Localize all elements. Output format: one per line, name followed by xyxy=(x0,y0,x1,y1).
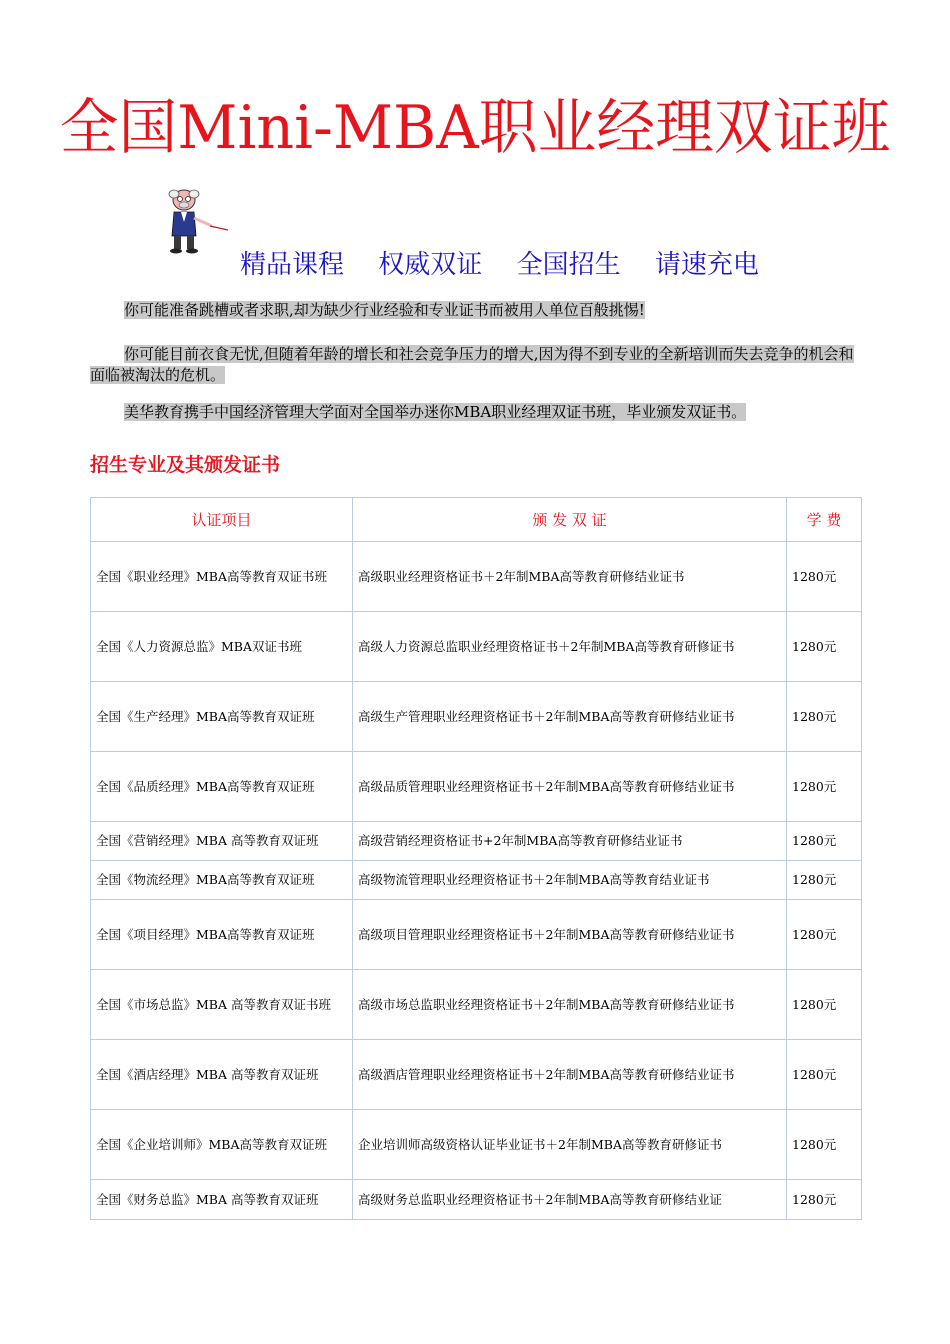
header-program: 认证项目 xyxy=(91,498,353,542)
section-title: 招生专业及其颁发证书 xyxy=(90,454,281,476)
table-row xyxy=(91,900,862,970)
fee-cell: 1280元 xyxy=(787,682,862,752)
program-cell: 全国《企业培训师》MBA高等教育双证班 xyxy=(91,1110,353,1180)
slogan-4: 请速充电 xyxy=(654,250,759,280)
certs-cell: 高级物流管理职业经理资格证书＋2年制MBA高等教育结业证书 xyxy=(353,861,787,900)
table-row xyxy=(91,861,862,900)
page-title: 全国Mini-MBA职业经理双证班 xyxy=(59,93,891,163)
table-header-row xyxy=(91,498,862,542)
fee-cell: 1280元 xyxy=(787,1180,862,1220)
program-cell: 全国《财务总监》MBA 高等教育双证班 xyxy=(91,1180,353,1220)
fee-cell: 1280元 xyxy=(787,822,862,861)
certs-cell: 高级人力资源总监职业经理资格证书＋2年制MBA高等教育研修证书 xyxy=(353,612,787,682)
table-row xyxy=(91,1040,862,1110)
slogan-row xyxy=(240,245,860,285)
table-row xyxy=(91,682,862,752)
slogan-2: 权威双证 xyxy=(378,250,483,280)
intro-paragraph-1: 你可能准备跳槽或者求职,却为缺少行业经验和专业证书而被用人单位百般挑惕! xyxy=(124,301,645,319)
intro-paragraph-2: 你可能目前衣食无忧,但随着年龄的增长和社会竞争压力的增大,因为得不到专业的全新培训而失去竞争的机会和面临被淘汰的危机。 xyxy=(90,345,854,384)
table-row xyxy=(91,1110,862,1180)
certs-cell: 高级酒店管理职业经理资格证书＋2年制MBA高等教育研修结业证书 xyxy=(353,1040,787,1110)
fee-cell: 1280元 xyxy=(787,752,862,822)
table-row xyxy=(91,612,862,682)
fee-cell: 1280元 xyxy=(787,970,862,1040)
table-row xyxy=(91,752,862,822)
program-cell: 全国《酒店经理》MBA 高等教育双证班 xyxy=(91,1040,353,1110)
program-cell: 全国《人力资源总监》MBA双证书班 xyxy=(91,612,353,682)
table-row xyxy=(91,1180,862,1220)
program-cell: 全国《物流经理》MBA高等教育双证班 xyxy=(91,861,353,900)
certs-cell: 高级项目管理职业经理资格证书＋2年制MBA高等教育研修结业证书 xyxy=(353,900,787,970)
fee-cell: 1280元 xyxy=(787,900,862,970)
certs-cell: 高级职业经理资格证书＋2年制MBA高等教育研修结业证书 xyxy=(353,542,787,612)
table-row xyxy=(91,822,862,861)
program-cell: 全国《营销经理》MBA 高等教育双证班 xyxy=(91,822,353,861)
header-certs: 颁 发 双 证 xyxy=(353,498,787,542)
table-row xyxy=(91,542,862,612)
program-cell: 全国《生产经理》MBA高等教育双证班 xyxy=(91,682,353,752)
certs-cell: 高级财务总监职业经理资格证书＋2年制MBA高等教育研修结业证 xyxy=(353,1180,787,1220)
program-cell: 全国《项目经理》MBA高等教育双证班 xyxy=(91,900,353,970)
slogan-3: 全国招生 xyxy=(516,250,621,280)
certs-cell: 高级生产管理职业经理资格证书＋2年制MBA高等教育研修结业证书 xyxy=(353,682,787,752)
fee-cell: 1280元 xyxy=(787,542,862,612)
professor-mascot-icon xyxy=(160,186,230,256)
certs-cell: 高级品质管理职业经理资格证书＋2年制MBA高等教育研修结业证书 xyxy=(353,752,787,822)
fee-cell: 1280元 xyxy=(787,861,862,900)
fee-cell: 1280元 xyxy=(787,1040,862,1110)
program-cell: 全国《职业经理》MBA高等教育双证书班 xyxy=(91,542,353,612)
intro-paragraph-3: 美华教育携手中国经济管理大学面对全国举办迷你MBA职业经理双证书班，毕业颁发双证书。 xyxy=(124,403,747,421)
fee-cell: 1280元 xyxy=(787,612,862,682)
program-table xyxy=(90,497,862,1220)
certs-cell: 企业培训师高级资格认证毕业证书＋2年制MBA高等教育研修证书 xyxy=(353,1110,787,1180)
program-cell: 全国《品质经理》MBA高等教育双证班 xyxy=(91,752,353,822)
table-row xyxy=(91,970,862,1040)
fee-cell: 1280元 xyxy=(787,1110,862,1180)
certs-cell: 高级市场总监职业经理资格证书＋2年制MBA高等教育研修结业证书 xyxy=(353,970,787,1040)
header-fee: 学 费 xyxy=(787,498,862,542)
slogan-1: 精品课程 xyxy=(240,250,345,280)
program-cell: 全国《市场总监》MBA 高等教育双证书班 xyxy=(91,970,353,1040)
certs-cell: 高级营销经理资格证书+2年制MBA高等教育研修结业证书 xyxy=(353,822,787,861)
